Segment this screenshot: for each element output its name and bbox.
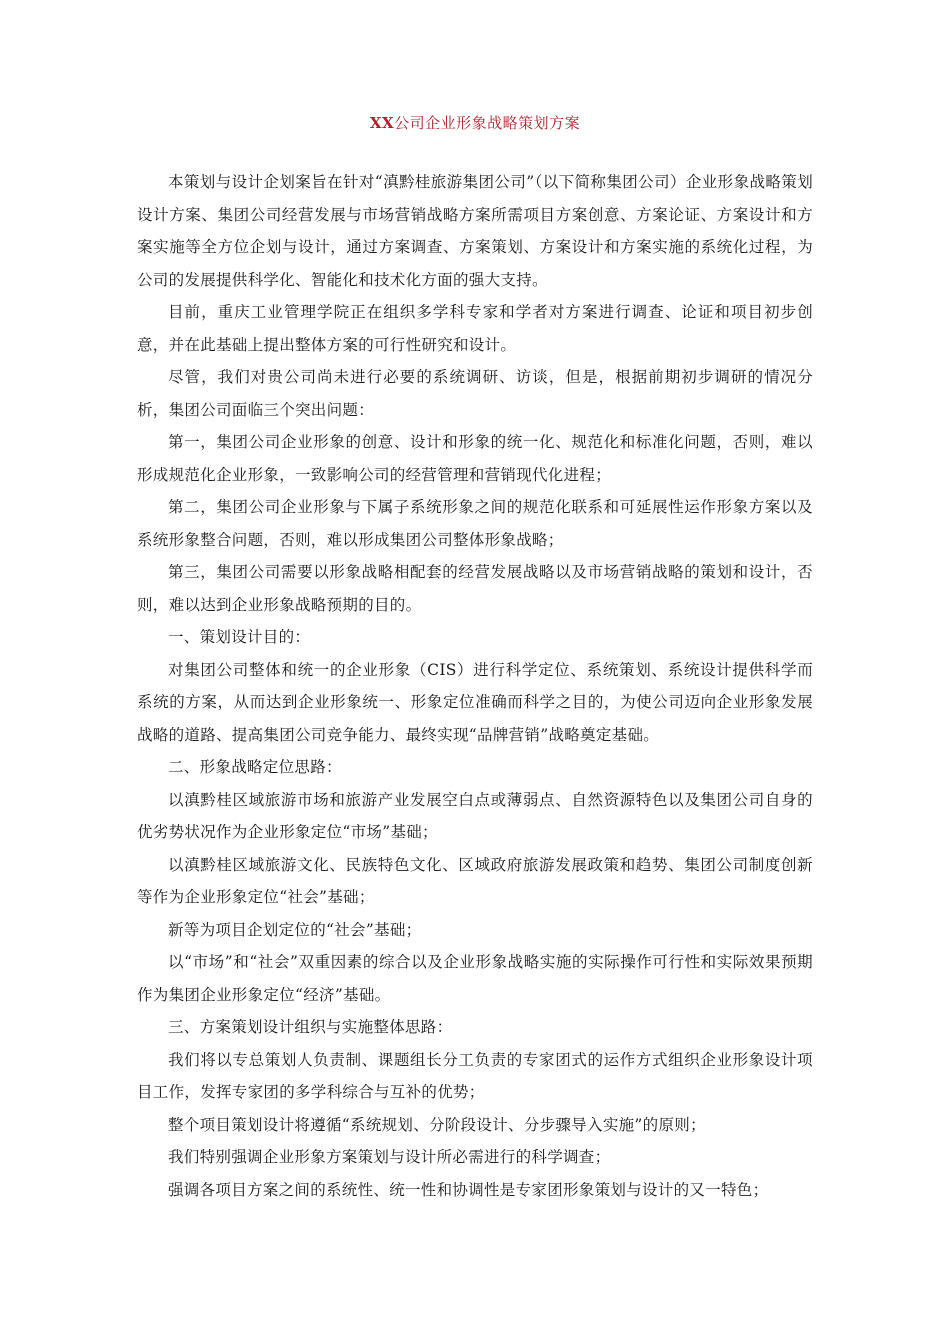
paragraph-coordination: 强调各项目方案之间的系统性、统一性和协调性是专家团形象策划与设计的又一特色； — [168, 1180, 769, 1199]
paragraph-problems-intro: 尽管，我们对贵公司尚未进行必要的系统调研、访谈，但是，根据前期初步调研的情况分析，集团公司面临三个突出问题： — [137, 368, 813, 419]
document-title-prefix: XX — [369, 114, 395, 132]
paragraph-goal: 对集团公司整体和统一的企业形象（CIS）进行科学定位、系统策划、系统设计提供科学而系统的方案，从而达到企业形象统一、形象定位准确而科学之目的，为使公司迈向企业形象发展战略的道路、提高集团公司竞争能力、最终实现“品牌营销”战略奠定基础。 — [137, 660, 813, 744]
paragraph-survey: 我们特别强调企业形象方案策划与设计所必需进行的科学调查； — [168, 1148, 611, 1166]
paragraph-problem-3: 第三，集团公司需要以形象战略相配套的经营发展战略以及市场营销战略的策划和设计，否则，难以达到企业形象战略预期的目的。 — [137, 563, 813, 614]
document-page — [137, 112, 813, 1206]
paragraph-problem-1: 第一，集团公司企业形象的创意、设计和形象的统一化、规范化和标准化问题，否则，难以形成规范化企业形象，一致影响公司的经营管理和营销现代化进程； — [137, 433, 813, 484]
section-heading-1: 一、策划设计目的： — [168, 628, 311, 646]
section-heading-3: 三、方案策划设计组织与实施整体思路： — [168, 1018, 453, 1036]
paragraph-problem-2: 第二，集团公司企业形象与下属子系统形象之间的规范化联系和可延展性运作形象方案以及系统形象整合问题，否则，难以形成集团公司整体形象战略； — [137, 498, 813, 549]
document-title-text: 公司企业形象战略策划方案 — [394, 114, 581, 132]
paragraph-organization: 我们将以专总策划人负责制、课题组长分工负责的专家团式的运作方式组织企业形象设计项目工作，发挥专家团的多学科综合与互补的优势； — [137, 1050, 813, 1101]
paragraph-market-basis: 以滇黔桂区域旅游市场和旅游产业发展空白点或薄弱点、自然资源特色以及集团公司自身的优劣势状况作为企业形象定位“市场”基础； — [137, 790, 813, 841]
paragraph-economic-basis: 以“市场”和“社会”双重因素的综合以及企业形象战略实施的实际操作可行性和实际效果预期作为集团企业形象定位“经济”基础。 — [137, 953, 813, 1004]
section-heading-2: 二、形象战略定位思路： — [168, 758, 342, 776]
paragraph-social-basis-note: 新等为项目企划定位的“社会”基础； — [168, 920, 422, 939]
paragraph-intro: 本策划与设计企划案旨在针对“滇黔桂旅游集团公司”（以下简称集团公司）企业形象战略策划设计方案、集团公司经营发展与市场营销战略方案所需项目方案创意、方案论证、方案设计和方案实施等全方位企划与设计，通过方案调查、方案策划、方案设计和方案实施的系统化过程，为公司的发展提供科学化、智能化和技术化方面的强大支持。 — [137, 173, 813, 289]
paragraph-social-basis: 以滇黔桂区域旅游文化、民族特色文化、区域政府旅游发展政策和趋势、集团公司制度创新等作为企业形象定位“社会”基础； — [137, 855, 813, 906]
paragraph-principle: 整个项目策划设计将遵循“系统规划、分阶段设计、分步骤导入实施”的原则； — [168, 1115, 706, 1134]
document-title — [137, 112, 813, 134]
paragraph-current-status: 目前，重庆工业管理学院正在组织多学科专家和学者对方案进行调查、论证和项目初步创意，并在此基础上提出整体方案的可行性研究和设计。 — [137, 303, 813, 354]
